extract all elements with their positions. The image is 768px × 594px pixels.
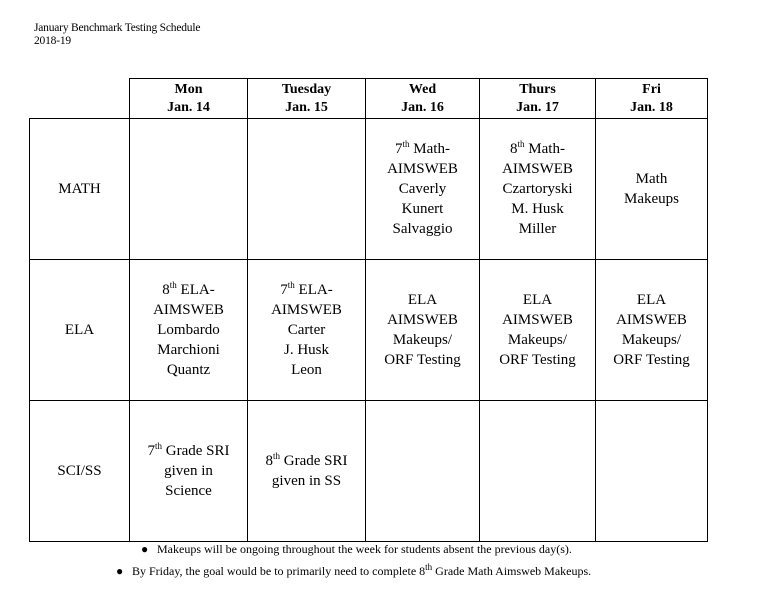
document-header <box>34 22 200 48</box>
subject-cell: ELA <box>30 260 130 401</box>
note-text: Grade Math Aimsweb Makeups. <box>432 564 592 578</box>
cell-text: Grade SRI <box>280 453 348 469</box>
schedule-cell <box>248 401 366 542</box>
cell-text: AIMSWEB <box>271 302 342 318</box>
teacher-name: Lombardo <box>157 322 220 338</box>
cell-text: AIMSWEB <box>387 312 458 328</box>
teacher-name: Quantz <box>166 362 211 378</box>
note-item <box>0 538 768 560</box>
cell-text: Science <box>165 483 212 499</box>
ordinal-suffix: th <box>402 139 410 149</box>
schedule-cell <box>596 260 708 401</box>
teacher-name: Leon <box>291 362 322 378</box>
schedule-cell-empty <box>130 119 248 260</box>
cell-text: ELA- <box>176 282 215 298</box>
schedule-cell-empty <box>366 401 480 542</box>
cell-text: Math- <box>524 141 565 157</box>
table-row-math <box>30 119 708 260</box>
schedule-cell <box>366 260 480 401</box>
ordinal-suffix: th <box>517 139 525 149</box>
cell-text: AIMSWEB <box>502 312 573 328</box>
cell-first-line <box>130 280 247 300</box>
schedule-cell <box>480 260 596 401</box>
note-item <box>0 560 768 582</box>
cell-text: ELA <box>636 292 667 308</box>
day-date: Jan. 14 <box>167 99 210 115</box>
schedule-table <box>29 78 708 542</box>
schedule-cell <box>366 119 480 260</box>
cell-first-line <box>130 441 247 461</box>
day-date: Jan. 18 <box>630 99 673 115</box>
corner-cell <box>30 79 130 119</box>
day-name: Mon <box>174 81 203 97</box>
note-text: By Friday, the goal would be to primarily need to complete 8 <box>132 564 426 578</box>
teacher-name: Salvaggio <box>392 221 453 237</box>
cell-text: Grade SRI <box>162 443 230 459</box>
teacher-name: Marchioni <box>157 342 220 358</box>
ordinal-suffix: th <box>154 441 162 451</box>
cell-text: ORF Testing <box>499 352 576 368</box>
table-row-ela <box>30 260 708 401</box>
cell-text: AIMSWEB <box>387 161 458 177</box>
schedule-cell <box>596 119 708 260</box>
subject-cell: SCI/SS <box>30 401 130 542</box>
bullet-icon: ● <box>116 564 124 578</box>
schedule-cell <box>480 119 596 260</box>
cell-text: given in <box>164 463 213 479</box>
day-header-fri <box>596 79 708 119</box>
cell-first-line <box>366 139 479 159</box>
cell-text: Makeups/ <box>621 332 682 348</box>
cell-text: ORF Testing <box>384 352 461 368</box>
ordinal-suffix: th <box>169 280 177 290</box>
schedule-cell <box>130 260 248 401</box>
schedule-cell-empty <box>248 119 366 260</box>
ordinal-suffix: th <box>425 562 433 572</box>
cell-text: Math <box>635 171 668 187</box>
teacher-name: Kunert <box>401 201 444 217</box>
schedule-cell-empty <box>596 401 708 542</box>
cell-text: ELA <box>522 292 553 308</box>
day-header-mon <box>130 79 248 119</box>
teacher-name: Carter <box>287 322 326 338</box>
cell-text: AIMSWEB <box>153 302 224 318</box>
cell-text: ELA- <box>294 282 333 298</box>
day-name: Tuesday <box>281 81 332 97</box>
cell-text: Math- <box>409 141 450 157</box>
notes-list <box>0 538 768 582</box>
day-date: Jan. 16 <box>401 99 444 115</box>
day-date: Jan. 15 <box>285 99 328 115</box>
cell-text: AIMSWEB <box>616 312 687 328</box>
cell-text: given in SS <box>271 473 342 489</box>
grade-number: 8 <box>265 453 273 469</box>
grade-number: 7 <box>395 141 403 157</box>
day-header-tue <box>248 79 366 119</box>
cell-text: ELA <box>407 292 438 308</box>
cell-text: Makeups/ <box>392 332 453 348</box>
table-row-sci-ss <box>30 401 708 542</box>
teacher-name: Miller <box>518 221 557 237</box>
teacher-name: Caverly <box>398 181 447 197</box>
note-text: Makeups will be ongoing throughout the week for students absent the previous day(s). <box>157 542 572 556</box>
cell-text: Makeups/ <box>507 332 568 348</box>
bullet-icon: ● <box>141 542 149 556</box>
ordinal-suffix: th <box>272 451 280 461</box>
grade-number: 7 <box>147 443 155 459</box>
cell-first-line <box>480 139 595 159</box>
cell-text: AIMSWEB <box>502 161 573 177</box>
header-row <box>30 79 708 119</box>
schedule-cell <box>130 401 248 542</box>
teacher-name: Czartoryski <box>502 181 573 197</box>
day-name: Thurs <box>519 81 556 97</box>
document-title: January Benchmark Testing Schedule <box>34 22 201 34</box>
cell-text: ORF Testing <box>613 352 690 368</box>
schedule-cell <box>248 260 366 401</box>
day-name: Fri <box>642 81 661 97</box>
school-year: 2018-19 <box>34 35 71 47</box>
cell-first-line <box>248 451 365 471</box>
grade-number: 7 <box>280 282 288 298</box>
day-header-wed <box>366 79 480 119</box>
teacher-name: J. Husk <box>283 342 329 358</box>
grade-number: 8 <box>162 282 170 298</box>
schedule-cell-empty <box>480 401 596 542</box>
day-date: Jan. 17 <box>516 99 559 115</box>
teacher-name: M. Husk <box>511 201 564 217</box>
day-name: Wed <box>408 81 437 97</box>
cell-text: Makeups <box>624 191 679 207</box>
subject-cell: MATH <box>30 119 130 260</box>
ordinal-suffix: th <box>287 280 295 290</box>
grade-number: 8 <box>510 141 518 157</box>
day-header-thu <box>480 79 596 119</box>
cell-first-line <box>248 280 365 300</box>
